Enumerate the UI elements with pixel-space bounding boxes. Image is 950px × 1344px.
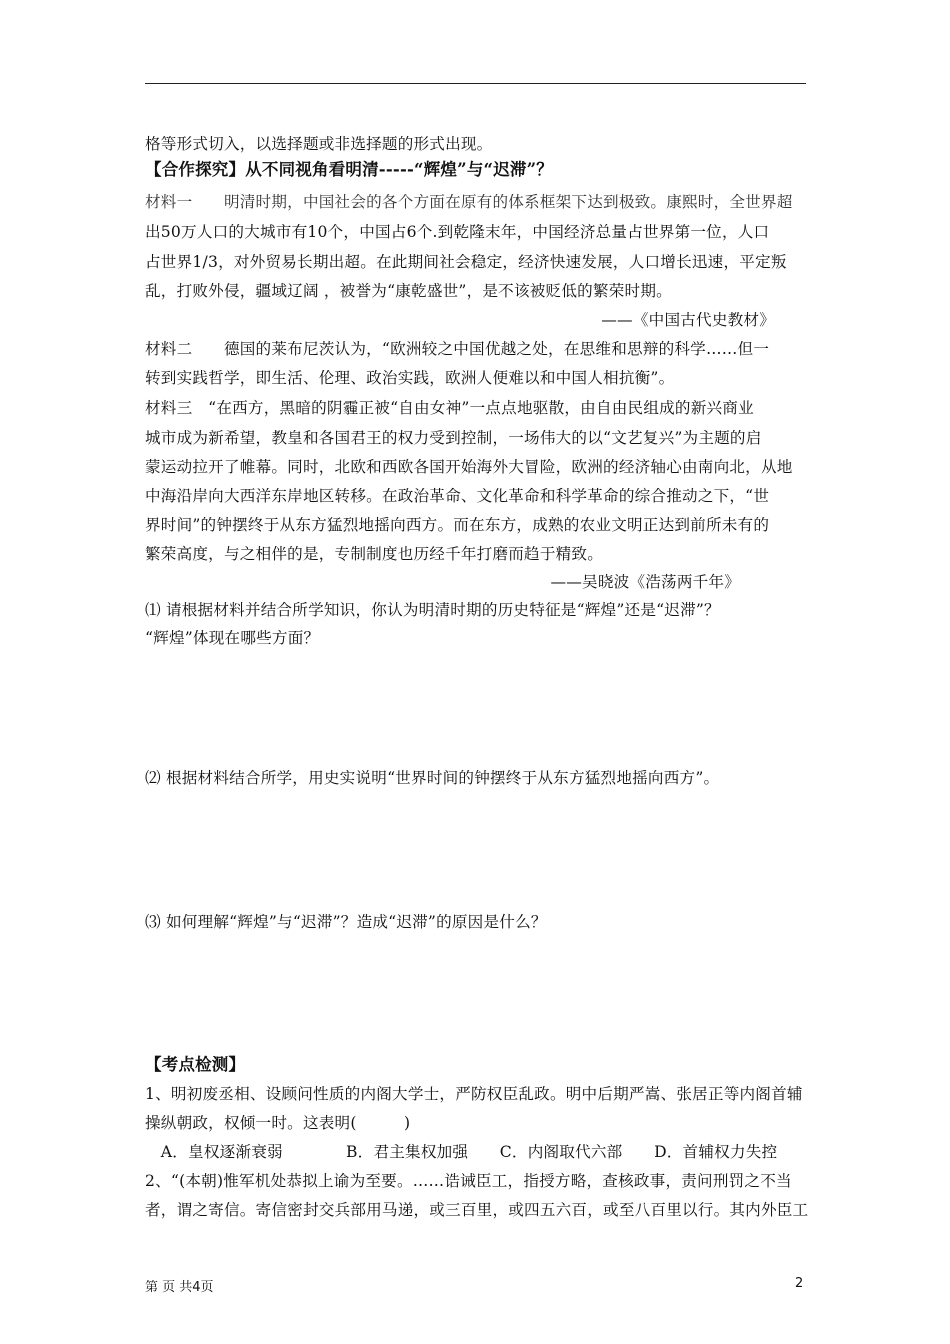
source-citation: ——吴晓波《浩荡两千年》	[550, 573, 740, 591]
text-line: 者，谓之寄信。寄信密封交兵部用马递，或三百里，或四五六百，或至八百里以行。其内外臣工	[145, 1201, 809, 1219]
text-line: 材料三 “在西方，黑暗的阴霾正被“自由女神”一点点地驱散，由自由民组成的新兴商业	[145, 399, 754, 417]
text-line: 材料一 明清时期，中国社会的各个方面在原有的体系框架下达到极致。康熙时，全世界超	[145, 193, 793, 211]
text-line: 转到实践哲学，即生活、伦理、政治实践，欧洲人便难以和中国人相抗衡”。	[145, 369, 675, 387]
text-line: 占世界1/3，对外贸易长期出超。在此期间社会稳定，经济快速发展，人口增长迅速，平定叛	[145, 253, 787, 271]
question-3: ⑶ 如何理解“辉煌”与“迟滞”？造成“迟滞”的原因是什么？	[145, 913, 547, 931]
footer-page-info: 第 页 共4页	[145, 1280, 214, 1295]
footer-page-number: 2	[795, 1276, 804, 1291]
text-line: 繁荣高度，与之相伴的是，专制制度也历经千年打磨而趋于精致。	[145, 545, 604, 563]
question-1: ⑴ 请根据材料并结合所学知识，你认为明清时期的历史特征是“辉煌”还是“迟滞”？	[145, 601, 720, 619]
text-line: 乱，打败外侵，疆域辽阔 ，被誉为“康乾盛世”，是不该被贬低的繁荣时期。	[145, 282, 672, 300]
header-rule	[145, 83, 806, 84]
text-line: 1、明初废丞相、设顾问性质的内阁大学士，严防权臣乱政。明中后期严嵩、张居正等内阁首辅	[145, 1085, 803, 1103]
question-1-cont: “辉煌”体现在哪些方面？	[145, 629, 320, 647]
text-line: 格等形式切入，以选择题或非选择题的形式出现。	[145, 135, 493, 153]
question-2: ⑵ 根据材料结合所学，用史实说明“世界时间的钟摆终于从东方猛烈地摇向西方”。	[145, 769, 720, 787]
answer-options: A．皇权逐渐衰弱 B．君主集权加强 C．内阁取代六部 D．首辅权力失控	[145, 1143, 778, 1161]
text-line: 蒙运动拉开了帷幕。同时，北欧和西欧各国开始海外大冒险，欧洲的经济轴心由南向北，从地	[145, 458, 793, 476]
text-line: 城市成为新希望，教皇和各国君王的权力受到控制，一场伟大的以“文艺复兴”为主题的启	[145, 429, 762, 447]
section-heading-exam-check: 【考点检测】	[145, 1055, 246, 1074]
section-heading-cooperative-inquiry: 【合作探究】从不同视角看明清-----“辉煌”与“迟滞”？	[145, 160, 554, 179]
text-line: 操纵朝政，权倾一时。这表明( )	[145, 1114, 411, 1132]
text-line: 中海沿岸向大西洋东岸地区转移。在政治革命、文化革命和科学革命的综合推动之下，“世	[145, 487, 770, 505]
text-line: 2、“(本朝)惟军机处恭拟上谕为至要。……诰诫臣工，指授方略，查核政事，责问刑罚之不当	[145, 1172, 792, 1190]
text-line: 出50万人口的大城市有10个，中国占6个.到乾隆末年，中国经济总量占世界第一位，人口	[145, 223, 770, 241]
text-line: 材料二 德国的莱布尼茨认为，“欧洲较之中国优越之处，在思维和思辩的科学……但一	[145, 340, 770, 358]
source-citation: ——《中国古代史教材》	[601, 311, 775, 329]
text-line: 界时间”的钟摆终于从东方猛烈地摇向西方。而在东方，成熟的农业文明正达到前所未有的	[145, 516, 770, 534]
